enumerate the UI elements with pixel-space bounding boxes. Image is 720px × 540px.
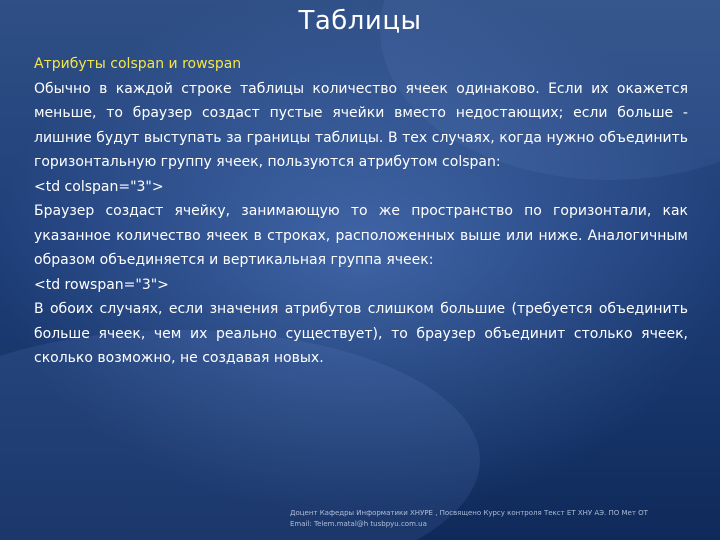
paragraph-intro: Обычно в каждой строке таблицы количество ячеек одинаково. Если их окажется меньше, то браузер создаст пустые ячейки вместо недостающих; если больше - лишние будут выступать за границы таблицы. В тех случаях, когда нужно объединить горизонтальную группу ячеек, пользуются атрибутом colspan:: [34, 80, 688, 170]
footer-line-email: Email: Telem.matal@h tusbpyu.com.ua: [290, 520, 427, 528]
code-rowspan: <td rowspan="3">: [34, 276, 169, 293]
paragraph-explanation: Браузер создаст ячейку, занимающую то же пространство по горизонтали, как указанное количество ячеек в строках, расположенных выше или ниже. Аналогичным образом объединяется и вертикальная группа ячеек:: [34, 203, 688, 268]
footer-line-author: Доцент Кафедры Информатики ХНУРЕ , Посвящено Курсу контроля Текст ЕТ ХНУ АЭ. ПО Мет ОТ: [290, 509, 648, 517]
slide-content: [34, 52, 688, 371]
code-colspan: <td colspan="3">: [34, 178, 164, 195]
section-subtitle: Атрибуты colspan и rowspan: [34, 56, 242, 72]
slide-title: Таблицы: [298, 6, 422, 36]
paragraph-conclusion: В обоих случаях, если значения атрибутов слишком большие (требуется объединить больше ячеек, чем их реально существует), то браузер объединит столько ячеек, сколько возможно, не создавая новых.: [34, 301, 688, 366]
slide-footer: [290, 508, 700, 530]
